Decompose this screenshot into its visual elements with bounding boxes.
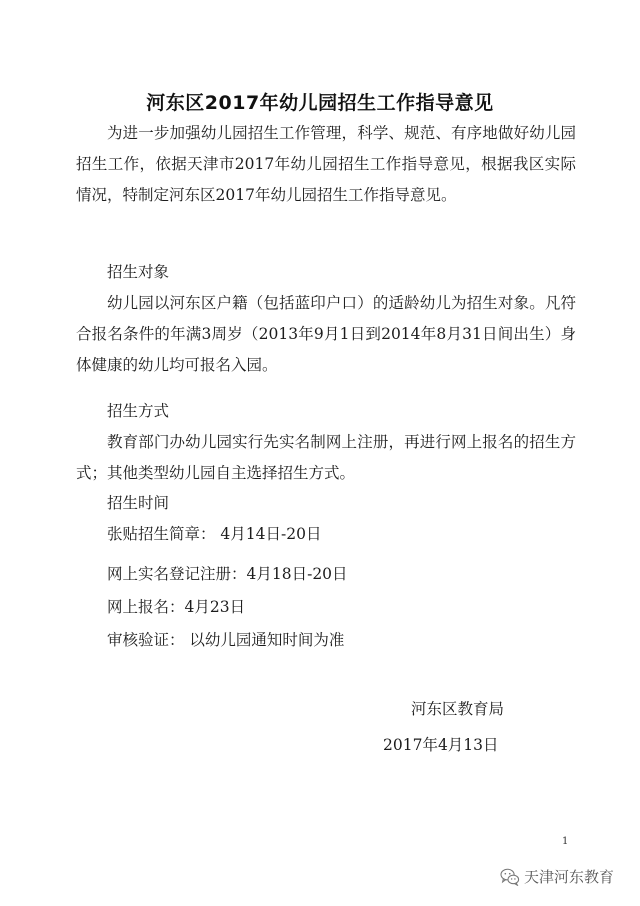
time-item-text: 网上实名登记注册：4月18日-20日 [107, 565, 348, 583]
time-item-text: 审核验证： 以幼儿园通知时间为准 [107, 631, 345, 649]
time-heading-text: 招生时间 [107, 494, 170, 512]
intro-text: 为进一步加强幼儿园招生工作管理，科学、规范、有序地做好幼儿园招生工作，依据天津市2017年幼儿园招生工作指导意见，根据我区实际情况，特制定河东区2017年幼儿园招生工作指导意见。 [76, 124, 576, 204]
signature-org: 河东区教育局 [411, 700, 505, 718]
section-heading-time [76, 488, 576, 519]
section-heading-method [76, 396, 576, 427]
section-heading-target [76, 257, 576, 288]
method-paragraph [76, 427, 576, 489]
target-heading-text: 招生对象 [107, 263, 170, 281]
page-number: 1 [562, 836, 569, 847]
time-item-text: 张贴招生简章： 4月14日-20日 [107, 525, 322, 543]
watermark [500, 866, 614, 887]
target-text: 幼儿园以河东区户籍（包括蓝印户口）的适龄幼儿为招生对象。凡符合报名条件的年满3周岁（2013年9月1日到2014年8月31日间出生）身体健康的幼儿均可报名入园。 [76, 294, 576, 374]
method-heading-text: 招生方式 [107, 402, 170, 420]
time-item-text: 网上报名：4月23日 [107, 598, 246, 616]
target-paragraph [76, 288, 576, 381]
time-item [76, 592, 576, 623]
wechat-icon [500, 868, 520, 886]
time-item [76, 559, 576, 590]
watermark-text: 天津河东教育 [524, 868, 615, 886]
document-title: 河东区2017年幼儿园招生工作指导意见 [146, 92, 494, 114]
method-text: 教育部门办幼儿园实行先实名制网上注册，再进行网上报名的招生方式；其他类型幼儿园自主选择招生方式。 [76, 433, 576, 482]
time-item [76, 519, 576, 550]
intro-paragraph [76, 118, 576, 211]
time-item [76, 625, 576, 656]
signature-date: 2017年4月13日 [383, 736, 499, 754]
